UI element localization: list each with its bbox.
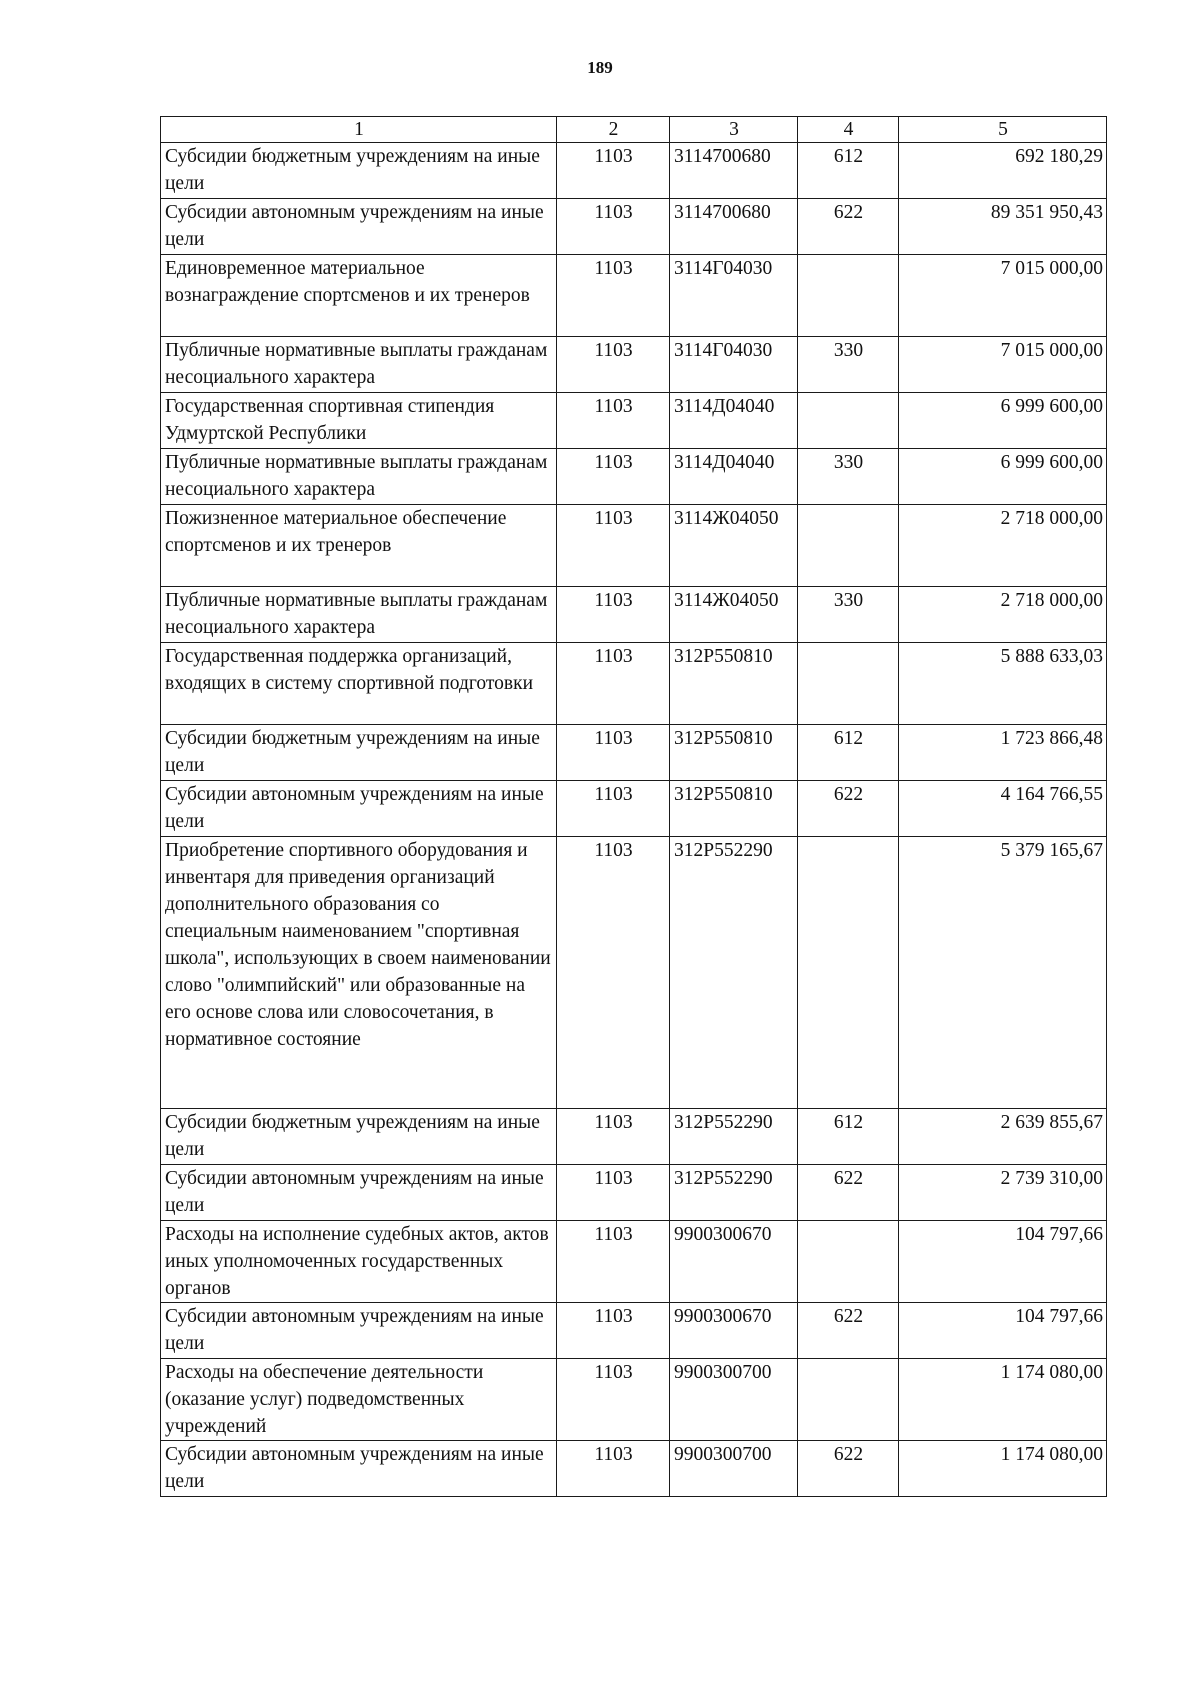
row-target-article-cell: 312P550810 [670, 643, 798, 725]
row-name-cell: Единовременное материальное вознаграждение спортсменов и их тренеров [161, 255, 557, 337]
row-amount-cell: 7 015 000,00 [899, 255, 1107, 337]
row-target-article-cell: 3114700680 [670, 199, 798, 255]
header-col-4: 4 [798, 117, 899, 143]
row-section-code-cell: 1103 [557, 1221, 670, 1303]
table-row [161, 255, 1107, 337]
row-section-code-cell: 1103 [557, 1359, 670, 1441]
row-target-article-cell: 312P552290 [670, 837, 798, 1109]
row-amount-cell: 2 639 855,67 [899, 1109, 1107, 1165]
row-name-cell: Публичные нормативные выплаты гражданам несоциального характера [161, 449, 557, 505]
row-amount-cell: 692 180,29 [899, 143, 1107, 199]
table-row [161, 393, 1107, 449]
row-section-code-cell: 1103 [557, 837, 670, 1109]
row-name-cell: Субсидии автономным учреждениям на иные цели [161, 1165, 557, 1221]
row-expense-type-cell [798, 1221, 899, 1303]
row-name-cell: Государственная спортивная стипендия Удмуртской Республики [161, 393, 557, 449]
row-section-code-cell: 1103 [557, 337, 670, 393]
row-section-code-cell: 1103 [557, 1303, 670, 1359]
row-name-cell: Субсидии автономным учреждениям на иные цели [161, 781, 557, 837]
table-row [161, 505, 1107, 587]
row-name-cell: Субсидии бюджетным учреждениям на иные цели [161, 1109, 557, 1165]
budget-table [160, 116, 1107, 1497]
table-body [161, 143, 1107, 1497]
row-expense-type-cell [798, 393, 899, 449]
row-name-cell: Субсидии автономным учреждениям на иные цели [161, 1441, 557, 1497]
row-name-cell: Субсидии бюджетным учреждениям на иные цели [161, 143, 557, 199]
row-expense-type-cell: 330 [798, 587, 899, 643]
table-row [161, 449, 1107, 505]
row-section-code-cell: 1103 [557, 143, 670, 199]
row-name-cell: Расходы на обеспечение деятельности (оказание услуг) подведомственных учреждений [161, 1359, 557, 1441]
row-expense-type-cell [798, 837, 899, 1109]
row-section-code-cell: 1103 [557, 1109, 670, 1165]
row-expense-type-cell [798, 255, 899, 337]
row-name-cell: Публичные нормативные выплаты гражданам несоциального характера [161, 337, 557, 393]
row-amount-cell: 4 164 766,55 [899, 781, 1107, 837]
table-row [161, 1441, 1107, 1497]
table-row [161, 1109, 1107, 1165]
table-row [161, 199, 1107, 255]
row-section-code-cell: 1103 [557, 449, 670, 505]
row-amount-cell: 104 797,66 [899, 1303, 1107, 1359]
row-expense-type-cell: 622 [798, 1303, 899, 1359]
row-expense-type-cell [798, 1359, 899, 1441]
table-row [161, 725, 1107, 781]
row-amount-cell: 5 888 633,03 [899, 643, 1107, 725]
row-section-code-cell: 1103 [557, 1165, 670, 1221]
row-target-article-cell: 3114Г04030 [670, 337, 798, 393]
header-col-3: 3 [670, 117, 798, 143]
row-section-code-cell: 1103 [557, 255, 670, 337]
row-amount-cell: 7 015 000,00 [899, 337, 1107, 393]
table-row [161, 1221, 1107, 1303]
row-amount-cell: 89 351 950,43 [899, 199, 1107, 255]
row-amount-cell: 1 174 080,00 [899, 1359, 1107, 1441]
row-expense-type-cell: 622 [798, 199, 899, 255]
row-name-cell: Субсидии бюджетным учреждениям на иные цели [161, 725, 557, 781]
row-expense-type-cell: 330 [798, 449, 899, 505]
page-number: 189 [587, 58, 613, 77]
row-target-article-cell: 9900300700 [670, 1441, 798, 1497]
table-row [161, 1165, 1107, 1221]
row-target-article-cell: 312P552290 [670, 1109, 798, 1165]
row-section-code-cell: 1103 [557, 587, 670, 643]
row-target-article-cell: 3114700680 [670, 143, 798, 199]
row-amount-cell: 6 999 600,00 [899, 449, 1107, 505]
row-target-article-cell: 3114Ж04050 [670, 587, 798, 643]
header-col-2: 2 [557, 117, 670, 143]
row-expense-type-cell [798, 505, 899, 587]
table-row [161, 1359, 1107, 1441]
row-amount-cell: 2 739 310,00 [899, 1165, 1107, 1221]
table-header [161, 117, 1107, 143]
row-target-article-cell: 9900300700 [670, 1359, 798, 1441]
row-section-code-cell: 1103 [557, 725, 670, 781]
row-section-code-cell: 1103 [557, 393, 670, 449]
row-amount-cell: 104 797,66 [899, 1221, 1107, 1303]
row-expense-type-cell: 622 [798, 1441, 899, 1497]
row-amount-cell: 2 718 000,00 [899, 505, 1107, 587]
row-name-cell: Государственная поддержка организаций, входящих в систему спортивной подготовки [161, 643, 557, 725]
row-expense-type-cell: 612 [798, 1109, 899, 1165]
row-expense-type-cell: 612 [798, 143, 899, 199]
row-target-article-cell: 3114Д04040 [670, 449, 798, 505]
table-row [161, 337, 1107, 393]
table-row [161, 587, 1107, 643]
row-target-article-cell: 312P550810 [670, 781, 798, 837]
header-col-1: 1 [161, 117, 557, 143]
row-section-code-cell: 1103 [557, 643, 670, 725]
table-row [161, 143, 1107, 199]
row-amount-cell: 5 379 165,67 [899, 837, 1107, 1109]
row-target-article-cell: 312P550810 [670, 725, 798, 781]
table-row [161, 837, 1107, 1109]
row-target-article-cell: 312P552290 [670, 1165, 798, 1221]
row-expense-type-cell: 330 [798, 337, 899, 393]
row-amount-cell: 1 723 866,48 [899, 725, 1107, 781]
row-target-article-cell: 9900300670 [670, 1221, 798, 1303]
row-target-article-cell: 3114Д04040 [670, 393, 798, 449]
row-name-cell: Приобретение спортивного оборудования и инвентаря для приведения организаций дополнительного образования со специальным наименованием "спортивная школа", использующих в своем наименовании слово "олимпийский" или образованные на его основе слова или словосочетания, в нормативное состояние [161, 837, 557, 1109]
row-target-article-cell: 9900300670 [670, 1303, 798, 1359]
row-expense-type-cell: 622 [798, 1165, 899, 1221]
row-section-code-cell: 1103 [557, 505, 670, 587]
row-name-cell: Публичные нормативные выплаты гражданам несоциального характера [161, 587, 557, 643]
row-target-article-cell: 3114Г04030 [670, 255, 798, 337]
row-section-code-cell: 1103 [557, 199, 670, 255]
row-name-cell: Субсидии автономным учреждениям на иные цели [161, 199, 557, 255]
row-amount-cell: 2 718 000,00 [899, 587, 1107, 643]
row-section-code-cell: 1103 [557, 1441, 670, 1497]
row-expense-type-cell: 622 [798, 781, 899, 837]
row-name-cell: Пожизненное материальное обеспечение спортсменов и их тренеров [161, 505, 557, 587]
row-section-code-cell: 1103 [557, 781, 670, 837]
header-row [161, 117, 1107, 143]
table-row [161, 1303, 1107, 1359]
row-name-cell: Субсидии автономным учреждениям на иные цели [161, 1303, 557, 1359]
row-target-article-cell: 3114Ж04050 [670, 505, 798, 587]
row-name-cell: Расходы на исполнение судебных актов, актов иных уполномоченных государственных органов [161, 1221, 557, 1303]
row-expense-type-cell [798, 643, 899, 725]
row-amount-cell: 1 174 080,00 [899, 1441, 1107, 1497]
table-row [161, 781, 1107, 837]
row-expense-type-cell: 612 [798, 725, 899, 781]
header-col-5: 5 [899, 117, 1107, 143]
row-amount-cell: 6 999 600,00 [899, 393, 1107, 449]
table-row [161, 643, 1107, 725]
